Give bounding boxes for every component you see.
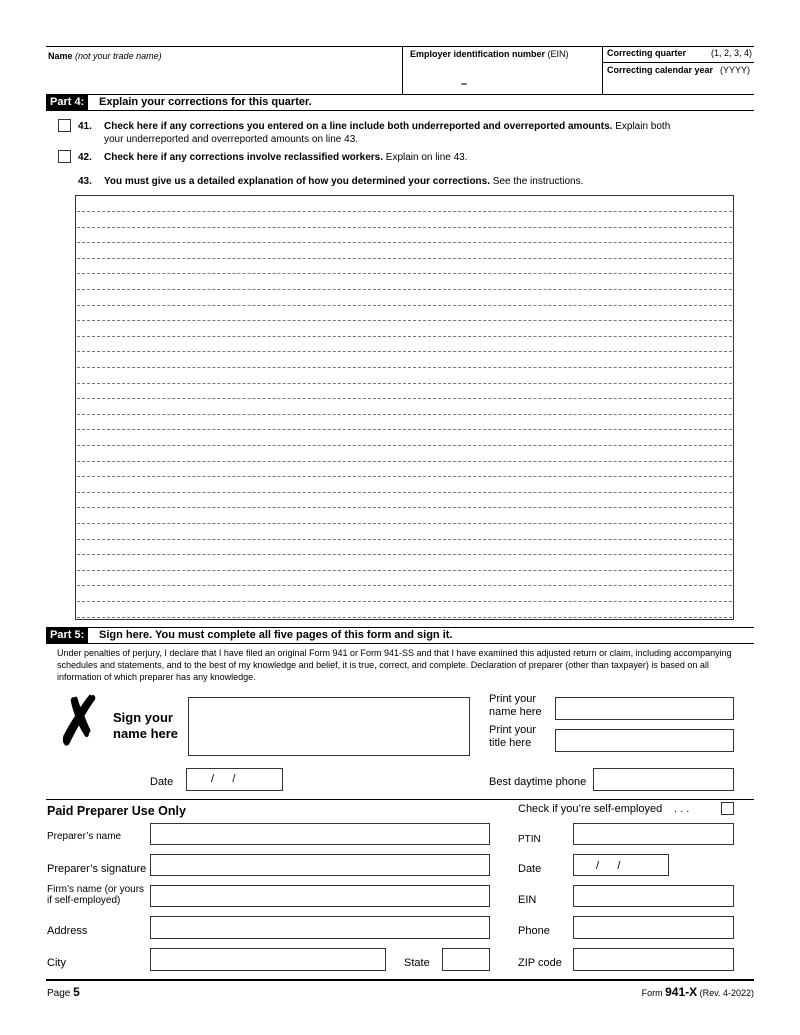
writing-line	[77, 398, 732, 399]
firm-name-label-line1: Firm’s name (or yours	[47, 884, 145, 895]
writing-line	[77, 492, 732, 493]
line42-bold: Check here if any corrections involve reclassified workers.	[104, 152, 384, 163]
ein-dash: –	[461, 78, 468, 90]
year-sublabel: (YYYY)	[720, 65, 751, 75]
quarter-label: Correcting quarter	[607, 48, 687, 58]
part4-bottom-rule	[46, 110, 754, 111]
self-employed-label: Check if you’re self-employed	[518, 803, 663, 815]
phone-label: Best daytime phone	[489, 776, 587, 788]
part5-title: Sign here. You must complete all five pages of this form and sign it.	[99, 629, 453, 641]
zip-label: ZIP code	[518, 957, 562, 969]
preparer-date-separators: / /	[596, 860, 621, 872]
firm-name-input[interactable]	[150, 885, 490, 907]
phone-input[interactable]	[593, 768, 734, 791]
preparer-date-label: Date	[518, 863, 542, 875]
writing-line	[77, 367, 732, 368]
writing-line	[77, 305, 732, 306]
signature-input[interactable]	[188, 697, 470, 756]
year-input[interactable]	[603, 63, 753, 93]
preparer-date-input[interactable]	[573, 854, 669, 876]
writing-line	[77, 523, 732, 524]
print-name-input[interactable]	[555, 697, 734, 720]
page-number-value: 5	[73, 985, 80, 999]
page-prefix: Page	[47, 988, 71, 999]
writing-line	[77, 289, 732, 290]
line41-checkbox[interactable]	[58, 119, 71, 132]
part5-label: Part 5:	[46, 628, 88, 643]
header-divider-1	[402, 46, 403, 94]
name-label: Name	[48, 51, 73, 61]
writing-line	[77, 320, 732, 321]
city-input[interactable]	[150, 948, 386, 971]
ein-sublabel: (EIN)	[547, 49, 569, 59]
writing-line	[77, 242, 732, 243]
writing-line	[77, 476, 732, 477]
form-prefix: Form	[641, 988, 663, 998]
preparer-top-rule	[46, 799, 754, 800]
ein-field-label	[410, 49, 569, 59]
preparer-heading: Paid Preparer Use Only	[47, 804, 186, 818]
address-input[interactable]	[150, 916, 490, 939]
page-number	[47, 985, 80, 999]
print-name-label-line2: name here	[489, 706, 542, 718]
line42-text	[104, 152, 468, 163]
writing-line	[77, 383, 732, 384]
line43-bold: You must give us a detailed explanation of how you determined your corrections.	[104, 176, 490, 187]
sign-label-line2: name here	[113, 726, 179, 741]
sign-date-label: Date	[150, 776, 174, 788]
preparer-ein-label: EIN	[518, 894, 537, 906]
line43-number: 43.	[78, 176, 92, 187]
part4-label: Part 4:	[46, 95, 88, 110]
preparer-signature-input[interactable]	[150, 854, 490, 876]
sign-x-mark: ✗	[57, 684, 102, 758]
line43-text	[104, 176, 583, 187]
line43-rest: See the instructions.	[490, 176, 584, 187]
writing-line	[77, 539, 732, 540]
preparer-signature-label: Preparer’s signature	[47, 863, 147, 875]
part4-title: Explain your corrections for this quarter.	[99, 96, 312, 108]
sign-label-line1: Sign your	[113, 710, 173, 725]
state-label: State	[404, 957, 430, 969]
line42-checkbox[interactable]	[58, 150, 71, 163]
address-label: Address	[47, 925, 88, 937]
writing-line	[77, 461, 732, 462]
writing-line	[77, 258, 732, 259]
city-label: City	[47, 957, 66, 969]
line43-explanation-textarea[interactable]	[75, 195, 734, 620]
form-id	[642, 985, 754, 999]
ptin-input[interactable]	[573, 823, 734, 845]
ein-label: Employer identification number	[410, 49, 546, 59]
name-sublabel: (not your trade name)	[75, 51, 162, 61]
quarter-options: (1, 2, 3, 4)	[711, 48, 753, 58]
firm-name-label-line2: if self-employed)	[47, 895, 121, 906]
name-input[interactable]	[47, 60, 401, 93]
line41-rest: Explain both	[612, 121, 671, 132]
writing-line	[77, 429, 732, 430]
part5-bottom-rule	[46, 643, 754, 644]
writing-line	[77, 445, 732, 446]
zip-input[interactable]	[573, 948, 734, 971]
writing-line	[77, 601, 732, 602]
preparer-ein-input[interactable]	[573, 885, 734, 907]
ptin-label: PTIN	[518, 834, 541, 845]
writing-line	[77, 585, 732, 586]
ein-input[interactable]	[404, 60, 600, 93]
writing-line	[77, 554, 732, 555]
writing-line	[77, 507, 732, 508]
writing-line	[77, 227, 732, 228]
line41-text	[104, 121, 744, 132]
preparer-name-input[interactable]	[150, 823, 490, 845]
writing-line	[77, 414, 732, 415]
line42-rest: Explain on line 43.	[383, 152, 468, 163]
form-number: 941-X	[665, 985, 698, 999]
line41-line2: your underreported and overreported amounts on line 43.	[104, 134, 359, 145]
writing-line	[77, 570, 732, 571]
line42-number: 42.	[78, 152, 92, 163]
perjury-declaration: Under penalties of perjury, I declare that I have filed an original Form 941 or Form 941-SS and that I have examined this adjusted return or claim, including accompanying schedules and statements, and to the best of my knowledge and belief, it is true, correct, and complete. Declaration of preparer (other than taxpayer) is based on all information of which preparer has any knowledge.	[57, 648, 732, 682]
writing-line	[77, 211, 732, 212]
preparer-phone-input[interactable]	[573, 916, 734, 939]
line41-bold: Check here if any corrections you entered on a line include both underreported and overreported amounts.	[104, 121, 613, 132]
footer-rule	[46, 979, 754, 981]
print-title-label-line2: title here	[489, 737, 532, 749]
writing-line	[77, 617, 732, 618]
year-label: Correcting calendar year	[607, 65, 714, 75]
form-revision: (Rev. 4-2022)	[699, 988, 754, 998]
self-employed-checkbox[interactable]	[721, 802, 734, 815]
quarter-input[interactable]	[603, 47, 753, 62]
writing-line	[77, 336, 732, 337]
sign-date-separators: / /	[211, 773, 236, 785]
preparer-phone-label: Phone	[518, 925, 550, 937]
line41-number: 41.	[78, 121, 92, 132]
preparer-name-label: Preparer’s name	[47, 831, 122, 842]
print-title-input[interactable]	[555, 729, 734, 752]
print-title-label-line1: Print your	[489, 724, 537, 736]
writing-line	[77, 351, 732, 352]
print-name-label-line1: Print your	[489, 693, 537, 705]
state-input[interactable]	[442, 948, 490, 971]
firm-name-label	[47, 884, 144, 906]
writing-line	[77, 273, 732, 274]
self-employed-dots: . . .	[674, 803, 690, 815]
